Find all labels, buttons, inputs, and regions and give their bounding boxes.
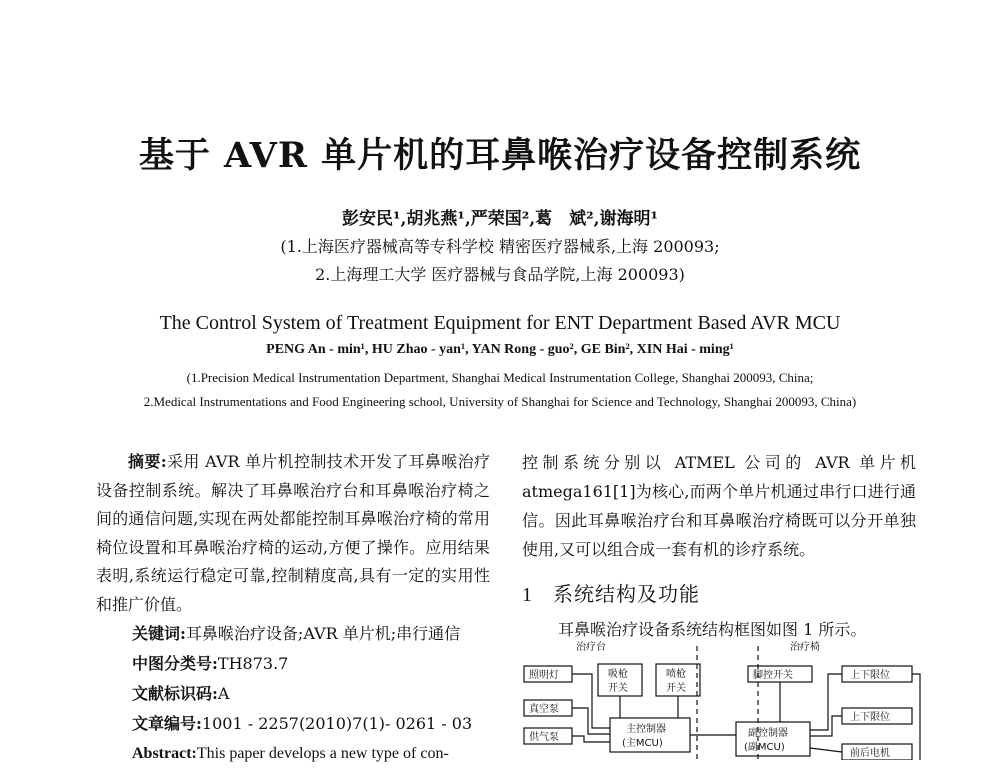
article-no-label: 文章编号: — [132, 714, 202, 733]
section-heading — [522, 578, 916, 607]
doc-code-value: A — [217, 684, 230, 703]
abstract-en-text: This paper develops a new type of con- — [196, 745, 449, 762]
label-lamp: 照明灯 — [529, 670, 559, 681]
abstract-en — [96, 739, 490, 769]
label-sub-b: (副MCU) — [744, 742, 785, 753]
abstract-en-label: Abstract: — [132, 745, 197, 762]
line-vacuum — [572, 708, 610, 734]
authors-en: PENG An - min¹, HU Zhao - yan¹, YAN Rong - guo², GE Bin², XIN Hai - ming¹ — [266, 342, 734, 357]
line-air — [572, 736, 610, 742]
article-number — [96, 709, 490, 739]
label-air: 供气泵 — [529, 732, 559, 743]
doc-code — [96, 679, 490, 709]
authors-cn: 彭安民¹,胡兆燕¹,严荣国²,葛 斌²,谢海明¹ — [342, 209, 658, 229]
label-limit-2: 上下限位 — [850, 712, 890, 723]
clc-number — [96, 649, 490, 679]
left-column — [96, 448, 490, 769]
affiliation-en-1: (1.Precision Medical Instrumentation Department, Shanghai Medical Instrumentation College, Shanghai 200093, China; — [186, 370, 814, 385]
label-foot: 脚控开关 — [753, 670, 793, 681]
affiliation-en-2: 2.Medical Instrumentations and Food Engineering school, University of Shanghai for Science and Technology, Shanghai 200093, China) — [143, 394, 857, 409]
system-block-diagram — [522, 638, 922, 760]
label-motor: 前后电机 — [850, 748, 890, 759]
abstract-cn-text: 采用 AVR 单片机控制技术开发了耳鼻喉治疗设备控制系统。解决了耳鼻喉治疗台和耳鼻喉治疗椅之间的通信问题,实现在两处都能控制耳鼻喉治疗椅的常用椅位设置和耳鼻喉治疗椅的运动,方便了操作。应用结果表明,系统运行稳定可靠,控制精度高,具有一定的实用性和推广价值。 — [96, 452, 490, 614]
label-group-right: 治疗椅 — [790, 642, 820, 653]
label-spray-a: 喷枪 — [666, 669, 686, 680]
label-vacuum: 真空泵 — [529, 704, 559, 715]
label-suction-b: 开关 — [608, 683, 628, 694]
abstract-cn-label: 摘要: — [128, 452, 167, 471]
label-group-left: 治疗台 — [576, 642, 606, 653]
article-no-value: 1001 - 2257(2010)7(1)- 0261 - 03 — [201, 714, 473, 733]
keywords-value: 耳鼻喉治疗设备;AVR 单片机;串行通信 — [185, 624, 461, 643]
keywords-label: 关键词: — [132, 624, 186, 643]
affiliation-cn-2: 2.上海理工大学 医疗器械与食品学院,上海 200093) — [315, 265, 685, 284]
section-title: 系统结构及功能 — [553, 582, 700, 606]
paper-title: 基于 AVR 单片机的耳鼻喉治疗设备控制系统 — [138, 135, 862, 176]
figure-intro: 耳鼻喉治疗设备系统结构框图如图 1 所示。 — [558, 620, 867, 639]
label-spray-b: 开关 — [666, 683, 686, 694]
label-main-b: (主MCU) — [622, 738, 663, 749]
line-right-bus — [912, 674, 920, 760]
label-sub-a: 副控制器 — [748, 728, 788, 739]
line-lamp — [572, 674, 610, 728]
right-column — [522, 448, 916, 640]
affiliation-cn-1: (1.上海医疗器械高等专科学校 精密医疗器械系,上海 200093; — [280, 237, 720, 256]
right-intro-paragraph: 控制系统分别以 ATMEL 公司的 AVR 单片机 atmega161[1]为核心,而两个单片机通过串行口进行通信。因此耳鼻喉治疗台和耳鼻喉治疗椅既可以分开单独使用,又可以组合成一套有机的诊疗系统。 — [522, 453, 916, 559]
clc-value: TH873.7 — [217, 654, 289, 673]
label-main-a: 主控制器 — [626, 724, 666, 735]
label-suction-a: 吸枪 — [608, 669, 628, 680]
line-limit-2 — [810, 716, 842, 736]
line-limit-1 — [810, 674, 842, 730]
section-number: 1 — [522, 584, 533, 606]
clc-label: 中图分类号: — [132, 654, 218, 673]
keywords — [96, 619, 490, 649]
paper-title-en: The Control System of Treatment Equipment for ENT Department Based AVR MCU — [159, 312, 841, 334]
label-limit-1: 上下限位 — [850, 670, 890, 681]
line-motor — [810, 748, 842, 752]
block-diagram-svg — [522, 638, 922, 760]
abstract-cn — [96, 448, 490, 619]
doc-code-label: 文献标识码: — [132, 684, 218, 703]
